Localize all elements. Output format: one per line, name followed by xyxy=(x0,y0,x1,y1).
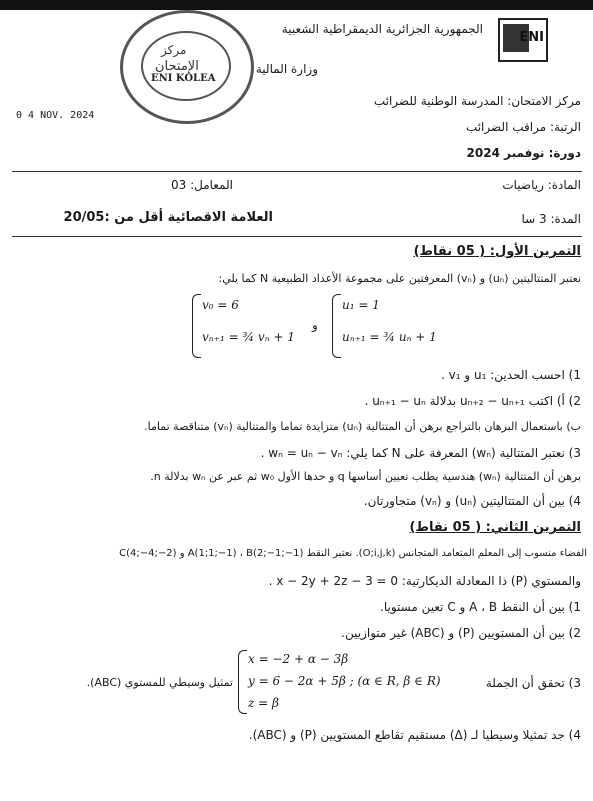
divider-1 xyxy=(12,171,582,172)
exercise2-system-line3: z = β xyxy=(248,696,279,710)
exercise2-plane: والمستوي (P) ذا المعادلة الديكارتية: x − 2y + 2z − 3 = 0 . xyxy=(268,574,581,588)
system-left-line1: v₀ = 6 xyxy=(202,298,239,312)
top-border xyxy=(0,0,593,10)
exercise1-intro: نعتبر المتتاليتين (uₙ) و (vₙ) المعرفتين على مجموعة الأعداد الطبيعية N كما يلي: xyxy=(218,272,581,285)
exercise2-intro: الفضاء منسوب إلى المعلم المتعامد المتجانس (O;i,j,k). نعتبر النقط A(1;1;−1) ، B(2;−1;−1) و C(4;−4;−2) xyxy=(119,548,587,559)
stamp-center-text: ENI KOLEA xyxy=(151,73,216,84)
exercise2-q4: 4) جد تمثيلا وسيطيا لـ (Δ) مستقيم تقاطع المستويين (P) و (ABC). xyxy=(248,728,581,742)
exercise1-q2b: ب) باستعمال البرهان بالتراجع برهن أن المتتالية (uₙ) متزايدة تماما والمتتالية (vₙ) متناقصة تماما. xyxy=(144,420,581,433)
exercise2-q2: 2) بين أن المستويين (P) و (ABC) غير متوازيين. xyxy=(341,626,581,640)
exercise2-system-line2: y = 6 − 2α + 5β ; (α ∈ R, β ∈ R) xyxy=(248,674,441,688)
republic-title: الجمهورية الجزائرية الديمقراطية الشعبية xyxy=(281,22,483,36)
system-right-line2: uₙ₊₁ = ¾ uₙ + 1 xyxy=(342,330,437,344)
system-left-brace xyxy=(192,294,201,358)
exercise1-q4: 4) بين أن المتتاليتين (uₙ) و (vₙ) متجاورتان. xyxy=(363,494,581,508)
stamp-caption-2: الإمتحان xyxy=(155,59,199,74)
ministry: وزارة المالية xyxy=(255,62,318,76)
exercise1-q3: 3) نعتبر المتتالية (wₙ) المعرفة على N كما يلي: wₙ = uₙ − vₙ . xyxy=(260,446,581,460)
exercise1-title: التمرين الأول: ( 05 نقاط) xyxy=(413,244,581,259)
exercise2-q1: 1) بين أن النقط A ، B و C تعين مستويا. xyxy=(380,600,581,614)
exam-center: مركز الامتحان: المدرسة الوطنية للضرائب xyxy=(373,94,581,108)
exercise2-system-brace xyxy=(238,650,247,714)
exercise2-q3-prefix: 3) تحقق أن الجملة xyxy=(485,676,581,690)
exercise1-q1: 1) احسب الحدين: u₁ و v₁ . xyxy=(441,368,581,382)
session: دورة: نوفمبر 2024 xyxy=(466,146,581,160)
rank: الرتبة: مراقب الضرائب xyxy=(465,120,581,134)
eliminatory-mark: العلامة الاقصائية أقل من :20/05 xyxy=(63,210,273,225)
system-right-brace xyxy=(332,294,341,358)
logo-text: ENI xyxy=(519,30,544,45)
exercise2-q3-suffix: تمثيل وسيطي للمستوي (ABC). xyxy=(86,676,233,689)
system-left-line2: vₙ₊₁ = ¾ vₙ + 1 xyxy=(202,330,295,344)
divider-2 xyxy=(12,236,582,237)
coefficient: المعامل: 03 xyxy=(170,178,233,192)
stamp-caption-1: مركز xyxy=(161,43,187,57)
exercise2-title: التمرين الثاني: ( 05 نقاط) xyxy=(409,520,581,535)
date-stamp: 0 4 NOV. 2024 xyxy=(16,110,95,121)
exercise2-system-line1: x = −2 + α − 3β xyxy=(248,652,349,666)
system-right-line1: u₁ = 1 xyxy=(342,298,380,312)
system-connector: و xyxy=(312,318,318,332)
exercise1-q3b: برهن أن المتتالية (wₙ) هندسية يطلب تعيين أساسها q و حدها الأول w₀ ثم عبر عن wₙ بدلالة n. xyxy=(150,470,581,483)
eni-logo xyxy=(498,18,548,62)
official-stamp xyxy=(120,10,254,124)
exercise1-q2a: 2) أ) اكتب uₙ₊₂ − uₙ₊₁ بدلالة uₙ₊₁ − uₙ . xyxy=(364,394,581,408)
subject: المادة: رياضيات xyxy=(502,178,581,192)
duration: المدة: 3 سا xyxy=(521,212,581,226)
